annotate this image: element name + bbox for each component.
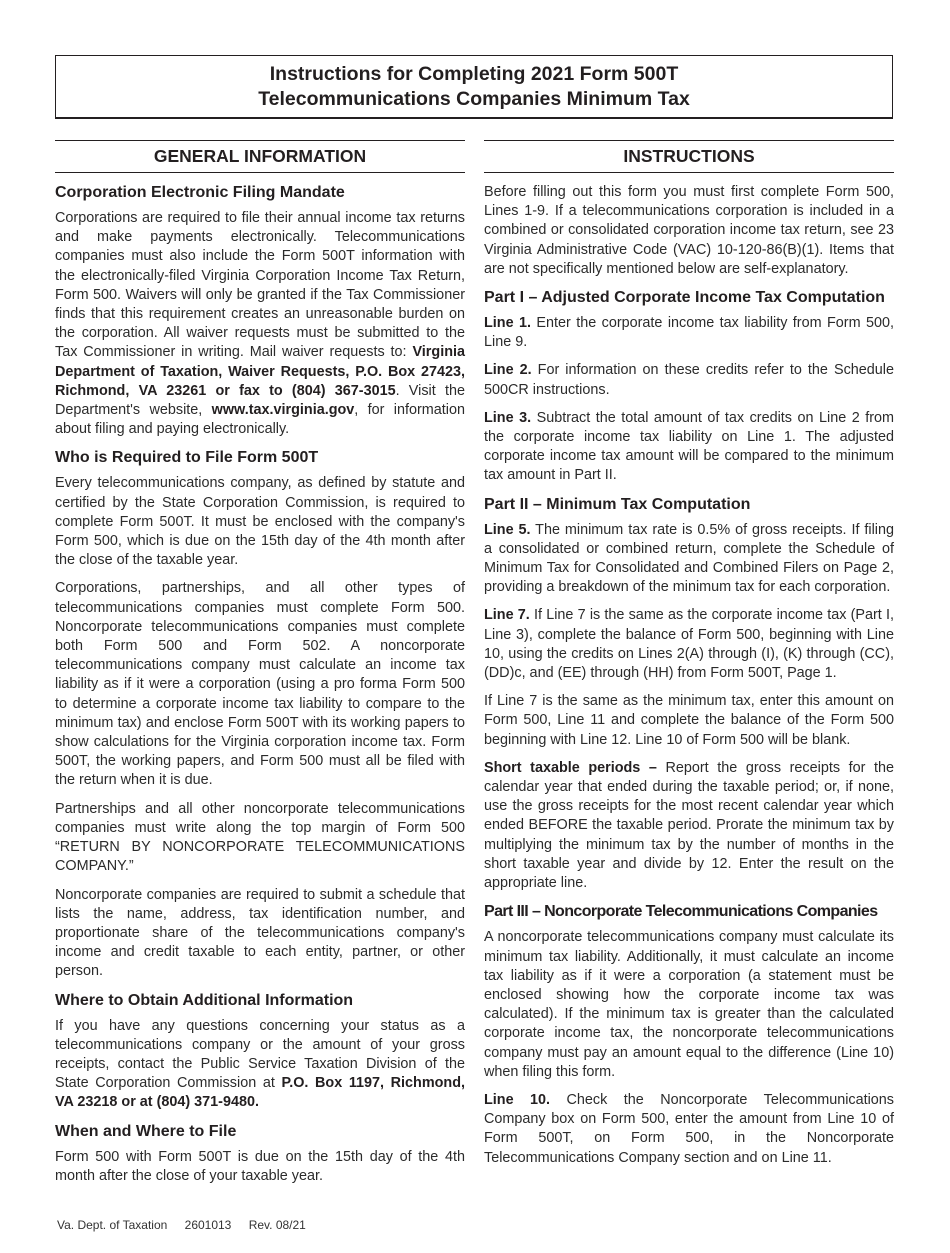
text-run: Check the Noncorporate Telecommunications Company box on Form 500, enter the amount from Line 10 of Form 500T, on Form 500, in the Noncorporate Telecommunications Company section and on Line 11.: [484, 1091, 895, 1166]
instructions-sections: [484, 183, 894, 1168]
text-run: Corporations, partnerships, and all other types of telecommunications companies must complete Form 500. Noncorporate telecommunications companies must complete both Form 500 and Form 502. A noncorporate telecommunications company must calculate an income tax liability as if it were a corporation (using a pro forma Form 500 to determine a corporate income tax liability to compare to the minimum tax) and enclose Form 500T with its working papers to show calculations for the Virginia corporation income tax. Form 500T, the working papers, and Form 500 must all be filed with the return when it is due.: [55, 580, 465, 789]
text-run: Every telecommunications company, as defined by statute and certified by the State Corporation Commission, is required to complete Form 500T. It must be enclosed with the company's Form 500, which is due on the 15th day of the 4th month after the close of the taxable year.: [55, 475, 465, 569]
text-run: Report the gross receipts for the calendar year that ended during the taxable period; or, if none, use the gross receipts for the most recent calendar year which ended BEFORE the taxable period. Prorate the minimum tax by multiplying the minimum tax by the number of months in the short taxable year and divide by 12. Enter the result on the appropriate line.: [484, 759, 894, 892]
text-run: Corporations are required to file their annual income tax returns and make payments electronically. Telecommunications companies must also include the Form 500T information with the electronically-filed Virginia Corporation Income Tax Return, Form 500. Waivers will only be granted if the Tax Commissioner finds that this requirement creates an unreasonable burden on the corporation. All waiver requests must be submitted to the Tax Commissioner in writing. Mail waiver requests to:: [55, 210, 465, 361]
paragraph: [484, 361, 894, 399]
bold-text: Line 10.: [484, 1091, 551, 1108]
bold-text: P.O. Box 1197, Richmond, VA 23218 or at (804) 371-9480.: [55, 1075, 466, 1111]
section-heading: Part III – Noncorporate Telecommunications Companies: [484, 903, 878, 921]
footer-form-number: 2601013: [184, 1217, 232, 1232]
document-title-line1: Instructions for Completing 2021 Form 500T: [269, 63, 679, 85]
paragraph: [55, 579, 465, 790]
text-run: Noncorporate companies are required to submit a schedule that lists the name, address, tax identification number, and proportionate share of the telecommunications company's income and credit taxable to each entity, partner, or other person.: [55, 886, 465, 980]
paragraph: [484, 409, 894, 486]
text-run: , for information about filing and paying electronically.: [55, 402, 465, 438]
instructions-column: [484, 140, 894, 1177]
paragraph: [484, 1091, 894, 1168]
bold-text: Line 7.: [484, 607, 530, 624]
bold-text: Line 1.: [484, 315, 531, 332]
section-heading: Where to Obtain Additional Information: [55, 991, 354, 1009]
footer-revision: Rev. 08/21: [248, 1217, 306, 1232]
text-run: The minimum tax rate is 0.5% of gross receipts. If filing a consolidated or combined return, complete the Schedule of Minimum Tax for Consolidated and Combined Filers on Page 2, providing a breakdown of the minimum tax for each corporation.: [484, 521, 894, 596]
section-heading: When and Where to File: [55, 1122, 237, 1140]
text-run: A noncorporate telecommunications company must calculate its minimum tax liability. Additionally, it must calculate an income tax liability as if it were a corporation (a statement must be enclosed showing how the corporate income tax was calculated). If the minimum tax is greater than the calculated corporate income tax, the noncorporate telecommunications company must pay an amount equal to the difference (Line 10) when filing this form.: [484, 929, 894, 1080]
paragraph: [55, 886, 465, 982]
document-title-line2: Telecommunications Companies Minimum Tax: [258, 88, 690, 110]
text-run: If Line 7 is the same as the corporate income tax (Part I, Line 3), complete the balance of Form 500, beginning with Line 10, using the credits on Lines 2(A) through (I), (K) through (CC), (DD)c, and (EE) through (HH) from Form 500T, Page 1.: [484, 607, 894, 682]
paragraph: [484, 314, 894, 352]
paragraph: [484, 521, 894, 598]
paragraph: [55, 1017, 465, 1113]
paragraph: [484, 928, 894, 1082]
paragraph: [484, 606, 894, 683]
paragraph: [55, 1148, 465, 1186]
paragraph: [55, 800, 465, 877]
text-run: Form 500 with Form 500T is due on the 15th day of the 4th month after the close of your taxable year.: [55, 1148, 465, 1184]
text-run: Subtract the total amount of tax credits on Line 2 from the corporate income tax liability on Line 1. The adjusted corporate income tax amount will be compared to the minimum tax amount in Part II.: [484, 409, 894, 484]
text-run: If Line 7 is the same as the minimum tax, enter this amount on Form 500, Line 11 and complete the balance of the Form 500 beginning with Line 12. Line 10 of Form 500 will be blank.: [484, 693, 894, 748]
footer-agency: Va. Dept. of Taxation: [57, 1217, 168, 1232]
bold-text: www.tax.virginia.gov: [211, 402, 355, 419]
bold-text: Short taxable periods –: [484, 759, 657, 776]
section-heading: Corporation Electronic Filing Mandate: [55, 184, 345, 201]
text-run: Partnerships and all other noncorporate telecommunications companies must write along the top margin of Form 500 “RETURN BY NONCORPORATE TELECOMMUNICATIONS COMPANY.”: [55, 800, 465, 875]
bold-text: Line 5.: [484, 521, 531, 538]
text-run: Enter the corporate income tax liability from Form 500, Line 9.: [484, 315, 894, 351]
paragraph: [55, 474, 465, 570]
general-information-column: [55, 140, 465, 1195]
bold-text: Line 2.: [484, 362, 532, 379]
bold-text: Line 3.: [484, 409, 532, 426]
section-heading: Who is Required to File Form 500T: [55, 449, 319, 467]
general-information-sections: [55, 183, 465, 1186]
section-heading: Part I – Adjusted Corporate Income Tax Computation: [484, 289, 885, 307]
text-run: For information on these credits refer to the Schedule 500CR instructions.: [484, 362, 894, 398]
paragraph: [484, 692, 894, 750]
text-run: Before filling out this form you must first complete Form 500, Lines 1-9. If a telecommunications corporation is included in a combined or consolidated corporation income tax return, see 23 Virginia Administrative Code (VAC) 10-120-86(B)(1). Items that are not specifically mentioned below are self-explanatory.: [484, 184, 894, 277]
text-run: . Visit the Department's website,: [55, 382, 465, 419]
general-information-heading: GENERAL INFORMATION: [55, 140, 465, 173]
bold-text: Virginia Department of Taxation, Waiver Requests, P.O. Box 27423, Richmond, VA 23261 or fax to (804) 367-3015: [55, 344, 465, 399]
section-heading: Part II – Minimum Tax Computation: [484, 495, 751, 513]
text-run: If you have any questions concerning your status as a telecommunications company or the amount of your gross receipts, contact the Public Service Taxation Division of the State Corporation Commission at: [55, 1017, 465, 1092]
instructions-heading: INSTRUCTIONS: [484, 140, 894, 173]
document-title-box: [55, 55, 893, 119]
paragraph: [484, 183, 894, 279]
paragraph: [55, 209, 465, 439]
footer: [55, 1217, 894, 1233]
columns: [55, 140, 894, 1195]
paragraph: [484, 759, 894, 893]
